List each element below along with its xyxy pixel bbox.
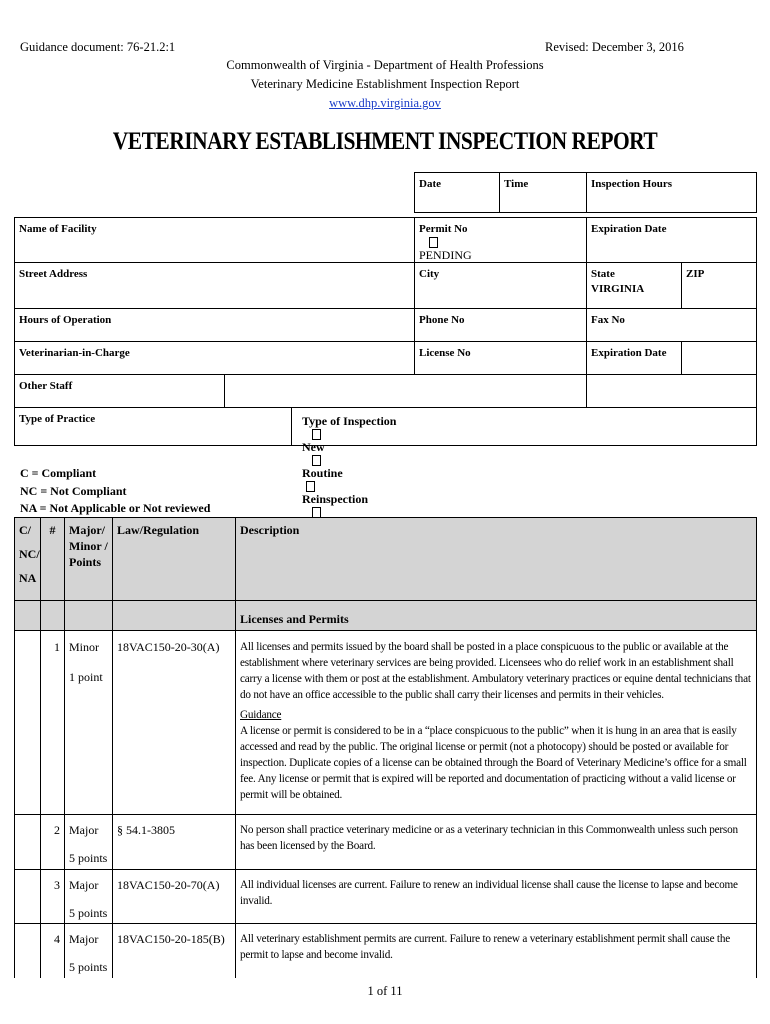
row-2-description: No person shall practice veterinary medicine or as a veterinary technician in this Commonwealth unless such person has been licensed by the Board. [236,815,757,870]
section-cell-num [41,601,65,631]
row-1-number: 1 [41,631,65,815]
col-header-c-nc-na: C/ NC/ NA [15,518,41,601]
date-field[interactable]: Date [415,173,500,213]
zip-field[interactable]: ZIP [682,263,757,309]
section-cell-c [15,601,41,631]
other-staff-extra[interactable] [587,375,757,408]
row-3-number: 3 [41,870,65,924]
row-1-description: All licenses and permits issued by the board shall be posted in a place conspicuous to the public or available at the establishment where veterinary services are being provided. Licensees who do relief work in an establishment shall carry a license with them or post at the establishment. Ambulatory veterinary practices or equine dental technicians that do not have an office accessible to the public shall carry their licenses and permits in their vehicles. Guidance A license or permit is considered to be in a “place conspicuous to the public” when it is hung in an area that is easily accessed and read by the public. The original license or permit (not a photocopy) should be posted or available for inspection. Duplicate copies of a license can be obtained through the Board of Veterinary Medicine’s office for a small fee. Any license or permit that is expired will be reported and documentation of practicing without a valid license or permit will be obtained. [236,631,757,815]
hours-of-operation-field[interactable]: Hours of Operation [15,309,415,342]
pending-checkbox[interactable] [429,237,438,248]
row-2-number: 2 [41,815,65,870]
page-title: VETERINARY ESTABLISHMENT INSPECTION REPORT [112,128,658,155]
section-licenses-and-permits: Licenses and Permits [236,601,757,631]
state-value: VIRGINIA [591,283,645,295]
time-field[interactable]: Time [500,173,587,213]
col-header-major-minor-points: Major/ Minor / Points [65,518,113,601]
new-checkbox[interactable] [312,429,321,440]
section-cell-law [113,601,236,631]
other-staff-field[interactable] [225,375,587,408]
row-1-law: 18VAC150-20-30(A) [113,631,236,815]
row-3-law: 18VAC150-20-70(A) [113,870,236,924]
row-3-compliance-cell[interactable] [15,870,41,924]
date-time-grid [414,172,757,213]
name-of-facility-field[interactable]: Name of Facility [15,218,415,263]
vic-expiration-date-field[interactable]: Expiration Date [587,342,682,375]
row-2-compliance-cell[interactable] [15,815,41,870]
type-of-inspection-field: Type of Inspection New Routine Reinspection [292,408,757,446]
row-3-points: Major 5 points [65,870,113,924]
reinspection-checkbox[interactable] [306,481,315,492]
row-4-number: 4 [41,924,65,978]
expiration-date-field[interactable]: Expiration Date [587,218,757,263]
row-2-points: Major 5 points [65,815,113,870]
legend-not-compliant: NC = Not Compliant [20,484,127,498]
row-1-guidance-label: Guidance [240,709,282,721]
row-4-compliance-cell[interactable] [15,924,41,978]
org-line-2: Veterinary Medicine Establishment Inspection Report [250,77,520,91]
col-header-description: Description [236,518,757,601]
vic-expiration-extra[interactable] [682,342,757,375]
row-2-law: § 54.1-3805 [113,815,236,870]
col-header-number: # [41,518,65,601]
row-4-description: All veterinary establishment permits are current. Failure to renew a veterinary establishment permit shall cause the permit to lapse and become invalid. [236,924,757,978]
legend-compliant: C = Compliant [20,466,97,480]
row-1-guidance-text: A license or permit is considered to be in a “place conspicuous to the public” when it is hung in an area that is easily accessed and read by the public. The original license or permit (not a photocopy) should be posted or available for inspection. Duplicate copies of a license can be obtained through the Board of Veterinary Medicine’s office for a small fee. Any license or permit that is expired will be reported and documentation of practicing without a valid license or permit will be obtained. [240,725,747,801]
state-field[interactable]: State VIRGINIA [587,263,682,309]
other-staff-label: Other Staff [15,375,225,408]
street-address-field[interactable]: Street Address [15,263,415,309]
type-of-practice-field[interactable]: Type of Practice [15,408,292,446]
phone-no-field[interactable]: Phone No [415,309,587,342]
website-link[interactable]: www.dhp.virginia.gov [329,96,441,110]
pending-label: PENDING [419,248,472,262]
row-4-law: 18VAC150-20-185(B) [113,924,236,978]
col-header-law-regulation: Law/Regulation [113,518,236,601]
row-3-description: All individual licenses are current. Failure to renew an individual license shall cause the license to lapse and become invalid. [236,870,757,924]
inspection-hours-field[interactable]: Inspection Hours [587,173,757,213]
city-field[interactable]: City [415,263,587,309]
row-1-points: Minor 1 point [65,631,113,815]
permit-no-field[interactable]: Permit No PENDING [415,218,587,263]
section-cell-points [65,601,113,631]
revised-date: Revised: December 3, 2016 [545,40,684,54]
legend-not-applicable: NA = Not Applicable or Not reviewed [20,501,211,515]
row-1-compliance-cell[interactable] [15,631,41,815]
row-4-points: Major 5 points [65,924,113,978]
routine-checkbox[interactable] [312,455,321,466]
checklist-table [14,517,757,978]
fax-no-field[interactable]: Fax No [587,309,757,342]
veterinarian-in-charge-field[interactable]: Veterinarian-in-Charge [15,342,415,375]
page-number: 1 of 11 [367,984,403,998]
license-no-field[interactable]: License No [415,342,587,375]
guidance-document-label: Guidance document: 76-21.2:1 [20,40,176,54]
org-line-1: Commonwealth of Virginia - Department of Health Professions [226,58,544,72]
